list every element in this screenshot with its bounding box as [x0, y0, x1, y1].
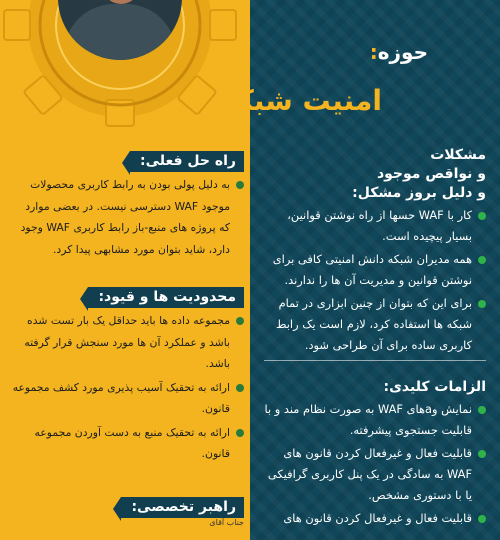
- advisor-name: جناب آقای: [209, 518, 244, 527]
- list-item: کار با WAF حسها از راه نوشتن قوانین، بسیار پیچیده است.: [264, 205, 486, 247]
- list-item: به دلیل پولی بودن به رابط کاربری محصولات موجود WAF دسترسی نیست. در بعضی موارد که پروژه های منبع-باز رابط کاربری WAF وجود دارد، شاید بتوان مورد مشابهی پیدا کرد.: [12, 174, 244, 260]
- problems-heading: مشکلات و نواقص موجود و دلیل بروز مشکل:: [352, 147, 486, 201]
- avatar: [58, 0, 182, 60]
- list-item: قابلیت فعال و غیرفعال کردن قانون های: [264, 508, 486, 529]
- list-item: مجموعه داده ها باید حداقل یک بار تست شده باشد و عملکرد آن ها مورد سنجش قرار گرفته باشد.: [12, 310, 244, 375]
- list-item: همه مدیران شبکه دانش امنیتی کافی برای نوشتن قوانین و مدیریت آن ها را ندارند.: [264, 249, 486, 291]
- divider: [264, 360, 486, 361]
- list-item: ارائه به تحقیک منبع به دست آوردن مجموعه قانون.: [12, 422, 244, 465]
- list-item: برای این که بتوان از چنین ابزاری در تمام شبکه ها استفاده کرد، لازم است یک رابط کاربری ساده برای آن طراحی شود.: [264, 293, 486, 356]
- list-item: قابلیت فعال و غیرفعال کردن قانون های WAF به سادگی در یک پنل کاربری گرافیکی یا با دستوری مشخص.: [264, 443, 486, 506]
- advisor-heading: راهبر تخصصی:: [121, 497, 244, 518]
- page-title: امنیت شبکه: [220, 84, 382, 117]
- list-item: ارائه به تحقیک آسیب پذیری مورد کشف مجموعه قانون.: [12, 377, 244, 420]
- requirements-section: [264, 378, 486, 529]
- constraints-section: [12, 286, 244, 465]
- field-label: حوزه:: [369, 40, 428, 64]
- solution-heading: راه حل فعلی:: [130, 151, 244, 172]
- problems-section: [264, 146, 486, 361]
- requirements-heading: الزامات کلیدی:: [383, 379, 486, 395]
- advisor-section: [12, 496, 244, 527]
- solution-section: [12, 150, 244, 260]
- constraints-heading: محدودیت ها و قیود:: [88, 287, 244, 308]
- list-item: نمایش وaهای WAF به صورت نظام مند و با قابلیت جستجوی پیشرفته.: [264, 399, 486, 441]
